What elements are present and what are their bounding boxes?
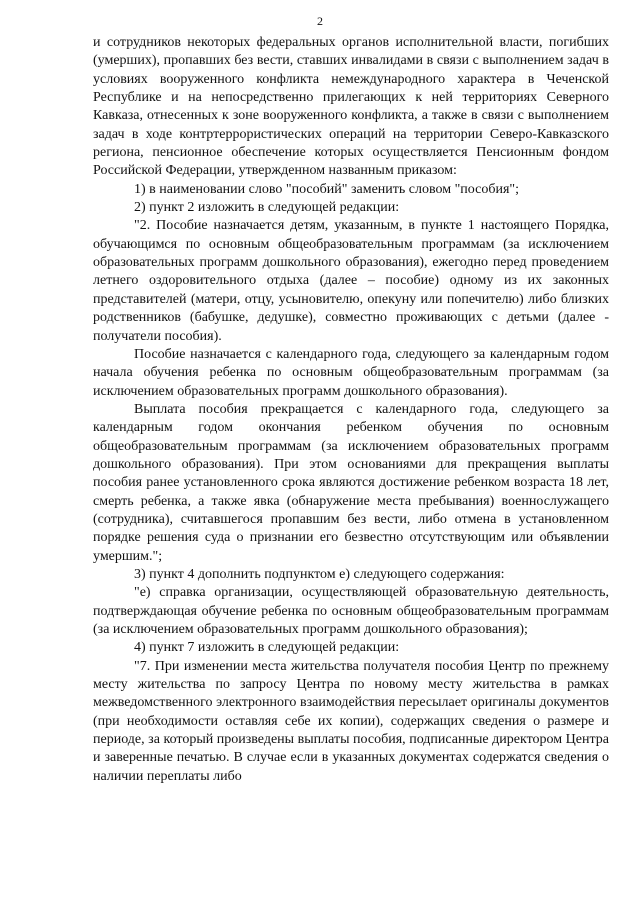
- document-body: [93, 34, 609, 786]
- paragraph-item-4: 4) пункт 7 изложить в следующей редакции:: [134, 640, 400, 656]
- paragraph-item-1: 1) в наименовании слово "пособий" заменить словом "пособия";: [134, 181, 519, 197]
- paragraph-point-2-text: "2. Пособие назначается детям, указанным, в пункте 1 настоящего Порядка, обучающимся по основным общеобразовательным программам (за исключением образовательных программ дошкольного образования), ежегодно перед проведением летнего оздоровительного отдыха (далее – пособие) одному из их законных представителей (матери, отцу, усыновителю, опекуну или попечителю) либо близких родственников (бабушке, дедушке), совместно проживающих с детьми (далее - получатели пособия).: [93, 218, 609, 344]
- paragraph-continuation: и сотрудников некоторых федеральных органов исполнительной власти, погибших (умерших), пропавших без вести, ставших инвалидами в связи с выполнением задач в условиях вооруженного конфликта немеждународного характера в Чеченской Республике и на непосредственно прилегающих к ней территориях Северного Кавказа, отнесенных к зоне вооруженного конфликта, а также в связи с выполнением задач в ходе контртеррористических операций на территории Северо-Кавказского региона, пенсионное обеспечение которых осуществляется Пенсионным фондом Российской Федерации, утвержденном названным приказом:: [93, 35, 609, 179]
- paragraph-assignment-start: Пособие назначается с календарного года, следующего за календарным годом начала обучения ребенка по основным общеобразовательным программам (за исключением образовательных программ дошкольного образования).: [93, 346, 609, 399]
- paragraph-payment-termination: Выплата пособия прекращается с календарного года, следующего за календарным годом окончания ребенком обучения по основным общеобразовательным программам (за исключением образовательных программ дошкольного образования). При этом основаниями для прекращения выплаты пособия ранее установленного срока являются достижение ребенком возраста 18 лет, смерть ребенка, а также явка (обнаружение места пребывания) военнослужащего (сотрудника), считавшегося пропавшим без вести, либо отмена в установленном порядке решения суда о признании его безвестно отсутствующим или объявлении умершим.";: [93, 401, 609, 564]
- paragraph-item-2: 2) пункт 2 изложить в следующей редакции:: [134, 200, 400, 216]
- page-number: 2: [317, 14, 323, 28]
- paragraph-subitem-e: "е) справка организации, осуществляющей образовательную деятельность, подтверждающая обучение ребенка по основным общеобразовательным программам (за исключением образовательных программ дошкольного образования);: [93, 585, 609, 637]
- paragraph-item-3: 3) пункт 4 дополнить подпунктом е) следующего содержания:: [134, 566, 505, 582]
- paragraph-point-7-text: "7. При изменении места жительства получателя пособия Центр по прежнему месту жительства по запросу Центра по новому месту жительства в рамках межведомственного электронного взаимодействия пересылает оригиналы документов (при необходимости оставляя себе их копии), содержащих сведения о размере и периоде, за который произведены выплаты пособия, подписанные директором Центра и заверенные печатью. В случае если в указанных документах содержатся сведения о наличии переплаты либо: [93, 658, 609, 784]
